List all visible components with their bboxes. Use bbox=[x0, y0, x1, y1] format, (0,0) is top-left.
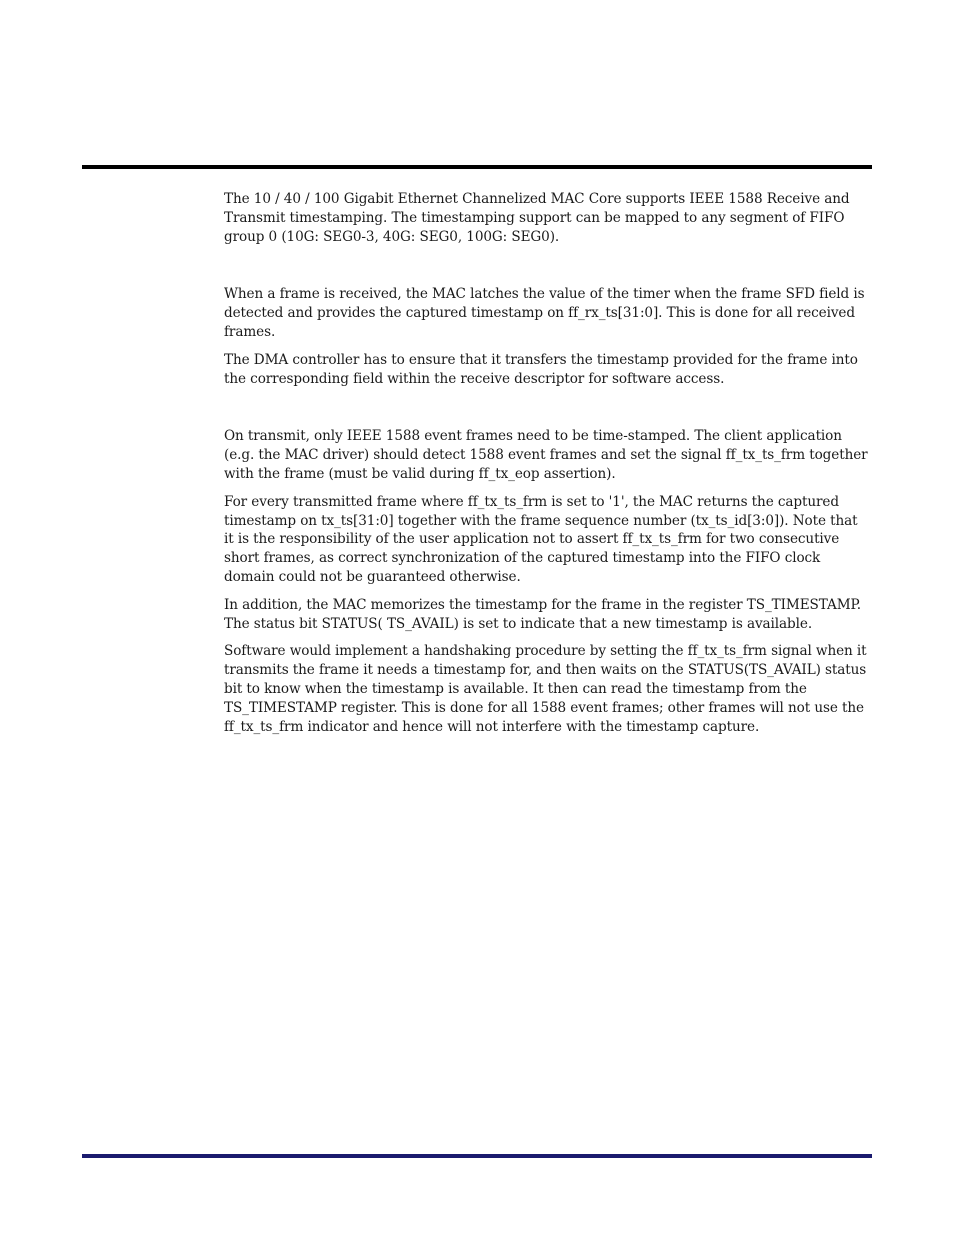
transmit-paragraph-3: In addition, the MAC memorizes the timestamp for the frame in the register TS_TIMESTAMP. The status bit STATUS( TS_AVAIL) is set to indicate that a new timestamp is available. bbox=[224, 596, 862, 632]
transmit-paragraph-2: For every transmitted frame where ff_tx_ts_frm is set to '1', the MAC returns the captured timestamp on tx_ts[31:0] together with the frame sequence number (tx_ts_id[3:0]). Note that it is the responsibility of the user application not to assert ff_tx_ts_frm for two consecutive short frames, as correct synchronization of the captured timestamp into the FIFO clock domain could not be guaranteed otherwise. bbox=[224, 493, 858, 585]
receive-paragraph-1: When a frame is received, the MAC latches the value of the timer when the frame SFD field is detected and provides the captured timestamp on ff_rx_ts[31:0]. This is done for all received frames. bbox=[224, 286, 865, 340]
receive-paragraph-2: The DMA controller has to ensure that it transfers the timestamp provided for the frame into the corresponding field within the receive descriptor for software access. bbox=[224, 351, 858, 387]
intro-paragraph: The 10 / 40 / 100 Gigabit Ethernet Channelized MAC Core supports IEEE 1588 Receive and Transmit timestamping. The timestamping support can be mapped to any segment of FIFO group 0 (10G: SEG0-3, 40G: SEG0, 100G: SEG0). bbox=[224, 191, 850, 245]
section-gap bbox=[224, 255, 870, 285]
header-rule bbox=[82, 165, 872, 169]
page-body bbox=[224, 190, 870, 745]
section-gap bbox=[224, 397, 870, 427]
footer-rule bbox=[82, 1154, 872, 1158]
transmit-paragraph-4: Software would implement a handshaking procedure by setting the ff_tx_ts_frm signal when it transmits the frame it needs a timestamp for, and then waits on the STATUS(TS_AVAIL) status bit to know when the timestamp is available. It then can read the timestamp from the TS_TIMESTAMP register. This is done for all 1588 event frames; other frames will not use the ff_tx_ts_frm indicator and hence will not interfere with the timestamp capture. bbox=[224, 643, 867, 735]
transmit-paragraph-1: On transmit, only IEEE 1588 event frames need to be time-stamped. The client application (e.g. the MAC driver) should detect 1588 event frames and set the signal ff_tx_ts_frm together with the frame (must be valid during ff_tx_eop assertion). bbox=[224, 428, 868, 482]
